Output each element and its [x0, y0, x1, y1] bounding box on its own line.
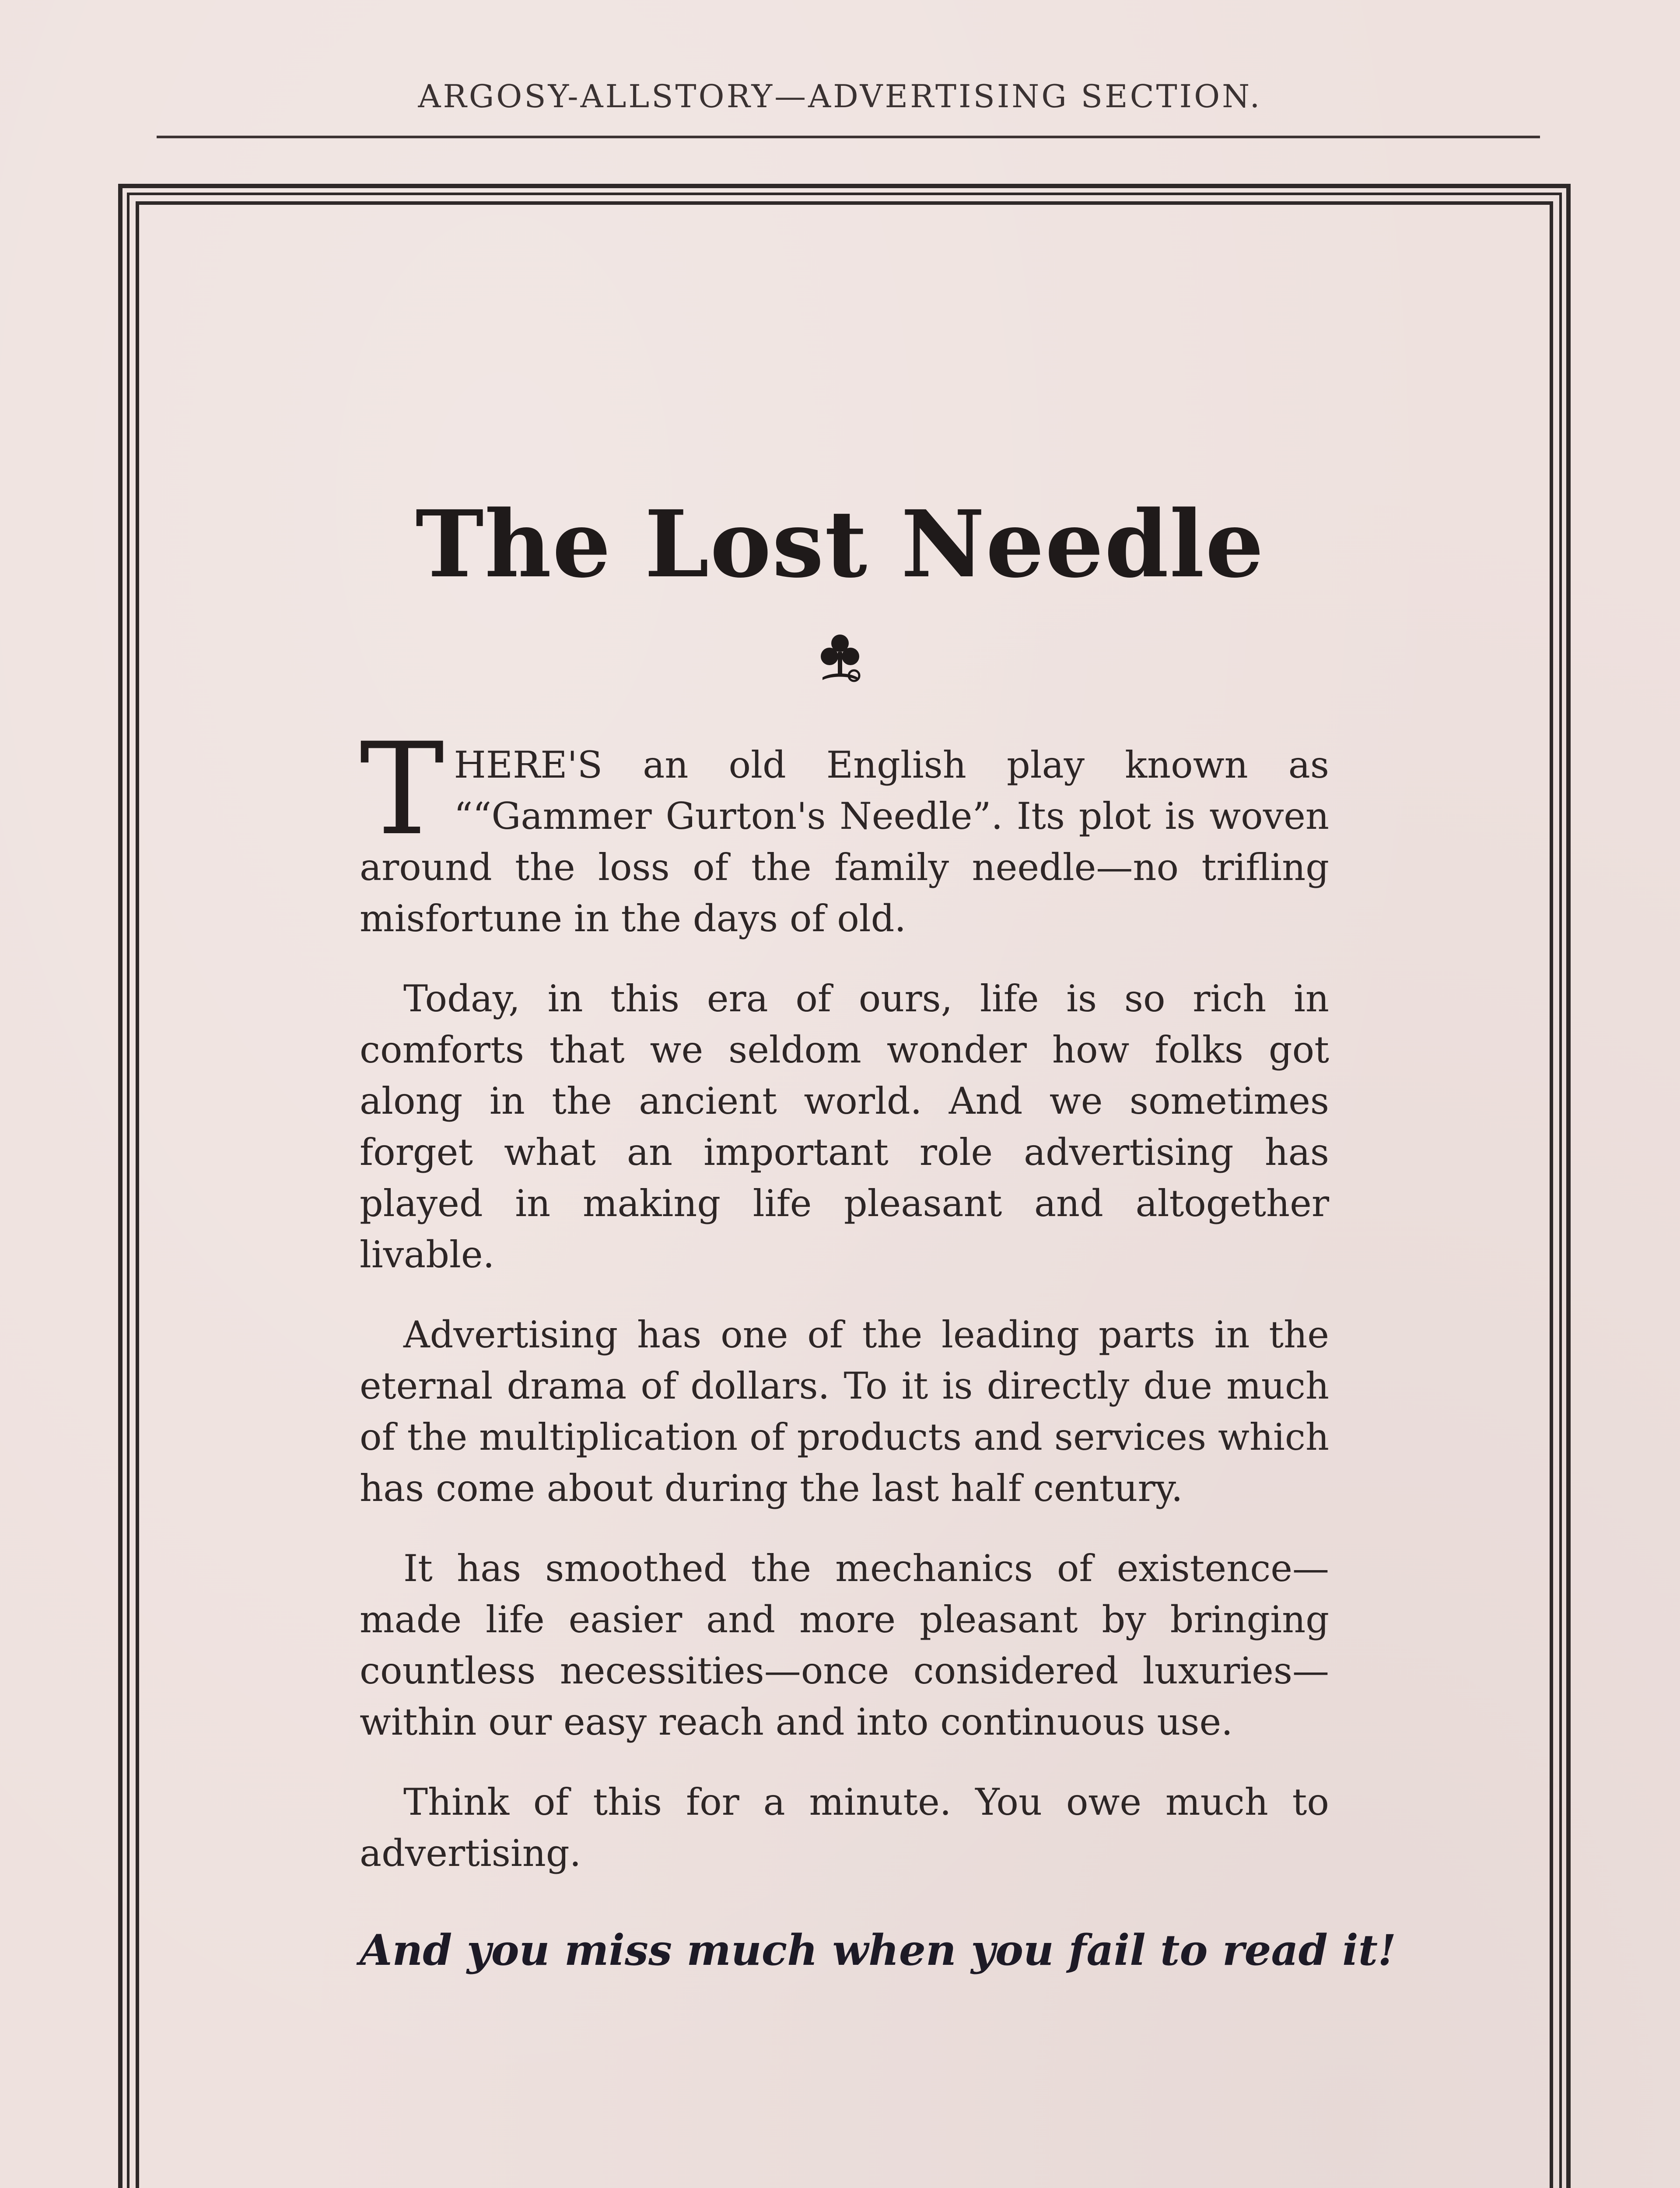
- header-rule: [157, 136, 1540, 138]
- tagline: And you miss much when you fail to read it!: [360, 1925, 1396, 1975]
- drop-cap: T: [360, 716, 444, 863]
- club-ornament-icon: [814, 630, 866, 687]
- running-head: ARGOSY-ALLSTORY—ADVERTISING SECTION.: [418, 78, 1262, 115]
- article-body: [360, 716, 1329, 1908]
- paragraph-1-text: HERE'S an old English play known as ““Gammer Gurton's Needle”. Its plot is woven around the loss of the family needle—no trifling misfortune in the days of old.: [360, 743, 1329, 940]
- paragraph-3: Advertising has one of the leading parts in the eternal drama of dollars. To it is directly due much of the multiplication of products and services which has come about during the last half century.: [360, 1313, 1329, 1510]
- article-title: The Lost Needle: [415, 490, 1265, 598]
- paragraph-2: Today, in this era of ours, life is so rich in comforts that we seldom wonder how folks got along in the ancient world. And we sometimes forget what an important role advertising has played in making life pleasant and altogether livable.: [360, 977, 1329, 1276]
- paragraph-1: [360, 716, 1329, 944]
- paragraph-4: It has smoothed the mechanics of existence—made life easier and more pleasant by bringing countless necessities—once considered luxuries—within our easy reach and into continuous use.: [360, 1547, 1329, 1743]
- paragraph-5: Think of this for a minute. You owe much to advertising.: [360, 1781, 1329, 1875]
